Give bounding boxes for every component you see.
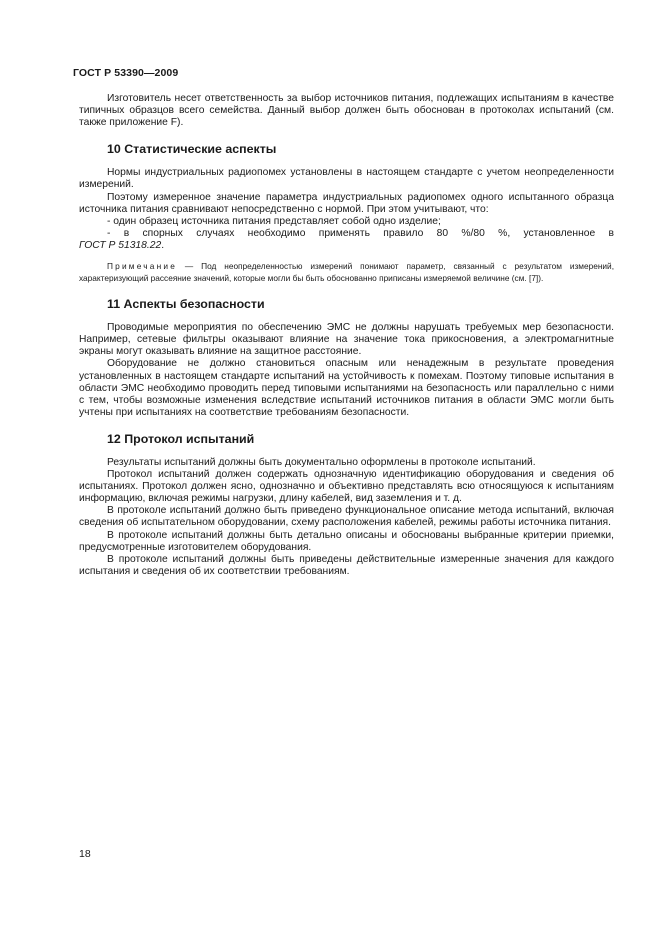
section-10-note <box>79 260 614 284</box>
section-10-paragraph-2: Поэтому измеренное значение параметра индустриальных радиопомех одного испытанного образца источника питания сравнивают непосредственно с нормой. При этом учитывают, что: <box>79 191 614 215</box>
document-header: ГОСТ Р 53390—2009 <box>73 67 179 79</box>
section-12-heading: 12 Протокол испытаний <box>107 431 255 446</box>
section-10-bullet-1: - один образец источника питания представляет собой одно изделие; <box>107 215 441 227</box>
intro-paragraph: Изготовитель несет ответственность за выбор источников питания, подлежащих испытаниям в качестве типичных образцов всего семейства. Данный выбор должен быть обоснован в протоколах испытаний (см. также приложение F). <box>79 93 614 129</box>
standard-reference: ГОСТ Р 51318.22 <box>79 239 162 251</box>
section-12-paragraph-4: В протоколе испытаний должны быть детально описаны и обоснованы выбранные критерии приемки, предусмотренные изготовителем оборудования. <box>79 529 614 553</box>
section-12-paragraph-1: Результаты испытаний должны быть документально оформлены в протоколе испытаний. <box>107 456 536 468</box>
section-10-paragraph-1: Нормы индустриальных радиопомех установлены в настоящем стандарте с учетом неопределенности измерений. <box>79 167 614 191</box>
section-10-heading: 10 Статистические аспекты <box>107 142 277 157</box>
note-label: Примечание <box>107 261 178 272</box>
document-body <box>79 93 614 578</box>
note-text: — Под неопределенностью измерений понимают параметр, связанный с результатом измерений, характеризующий рассеяние значений, которые могли бы быть обоснованно приписаны измеряемой величине (см. [7]). <box>79 261 614 284</box>
section-11-paragraph-1: Проводимые мероприятия по обеспечению ЭМС не должны нарушать требуемых мер безопасности. Например, сетевые фильтры оказывают влияние на значение тока прикосновения, а электромагнитные экраны могут оказывать влияние на защитное расстояние. <box>79 322 614 358</box>
section-11-paragraph-2: Оборудование не должно становиться опасным или ненадежным в результате проведения установленных в настоящем стандарте испытаний на устойчивость к помехам. Поэтому типовые испытания в области ЭМС необходимо проводить перед типовыми испытаниями на безопасность или параллельно с ними с тем, чтобы возможные изменения вследствие испытаний источников питания в области ЭМС могли быть учтены при испытаниях на соответствие требованиям безопасности. <box>79 358 614 418</box>
bullet-2-end: . <box>161 239 165 251</box>
section-11-heading: 11 Аспекты безопасности <box>107 297 265 312</box>
section-10-bullet-2 <box>79 228 614 240</box>
section-12-paragraph-3: В протоколе испытаний должно быть приведено функциональное описание метода испытаний, включая сведения об испытательном оборудовании, схему расположения кабелей, режимы работы источника питания. <box>79 505 614 529</box>
bullet-2-text: - в спорных случаях необходимо применять правило 80 %/80 %, установленное в <box>107 227 614 239</box>
section-12-paragraph-5: В протоколе испытаний должны быть приведены действительные измеренные значения для каждого испытания и сведения об их соответствии требованиям. <box>79 553 614 577</box>
section-10-bullet-2-continued <box>79 240 614 252</box>
section-12-paragraph-2: Протокол испытаний должен содержать однозначную идентификацию оборудования и сведения об испытаниях. Протокол должен ясно, однозначно и объективно представлять всю относящуюся к испытаниям информацию, включая режимы нагрузки, длину кабелей, вид заземления и т. д. <box>79 469 614 505</box>
page-number: 18 <box>79 848 91 860</box>
